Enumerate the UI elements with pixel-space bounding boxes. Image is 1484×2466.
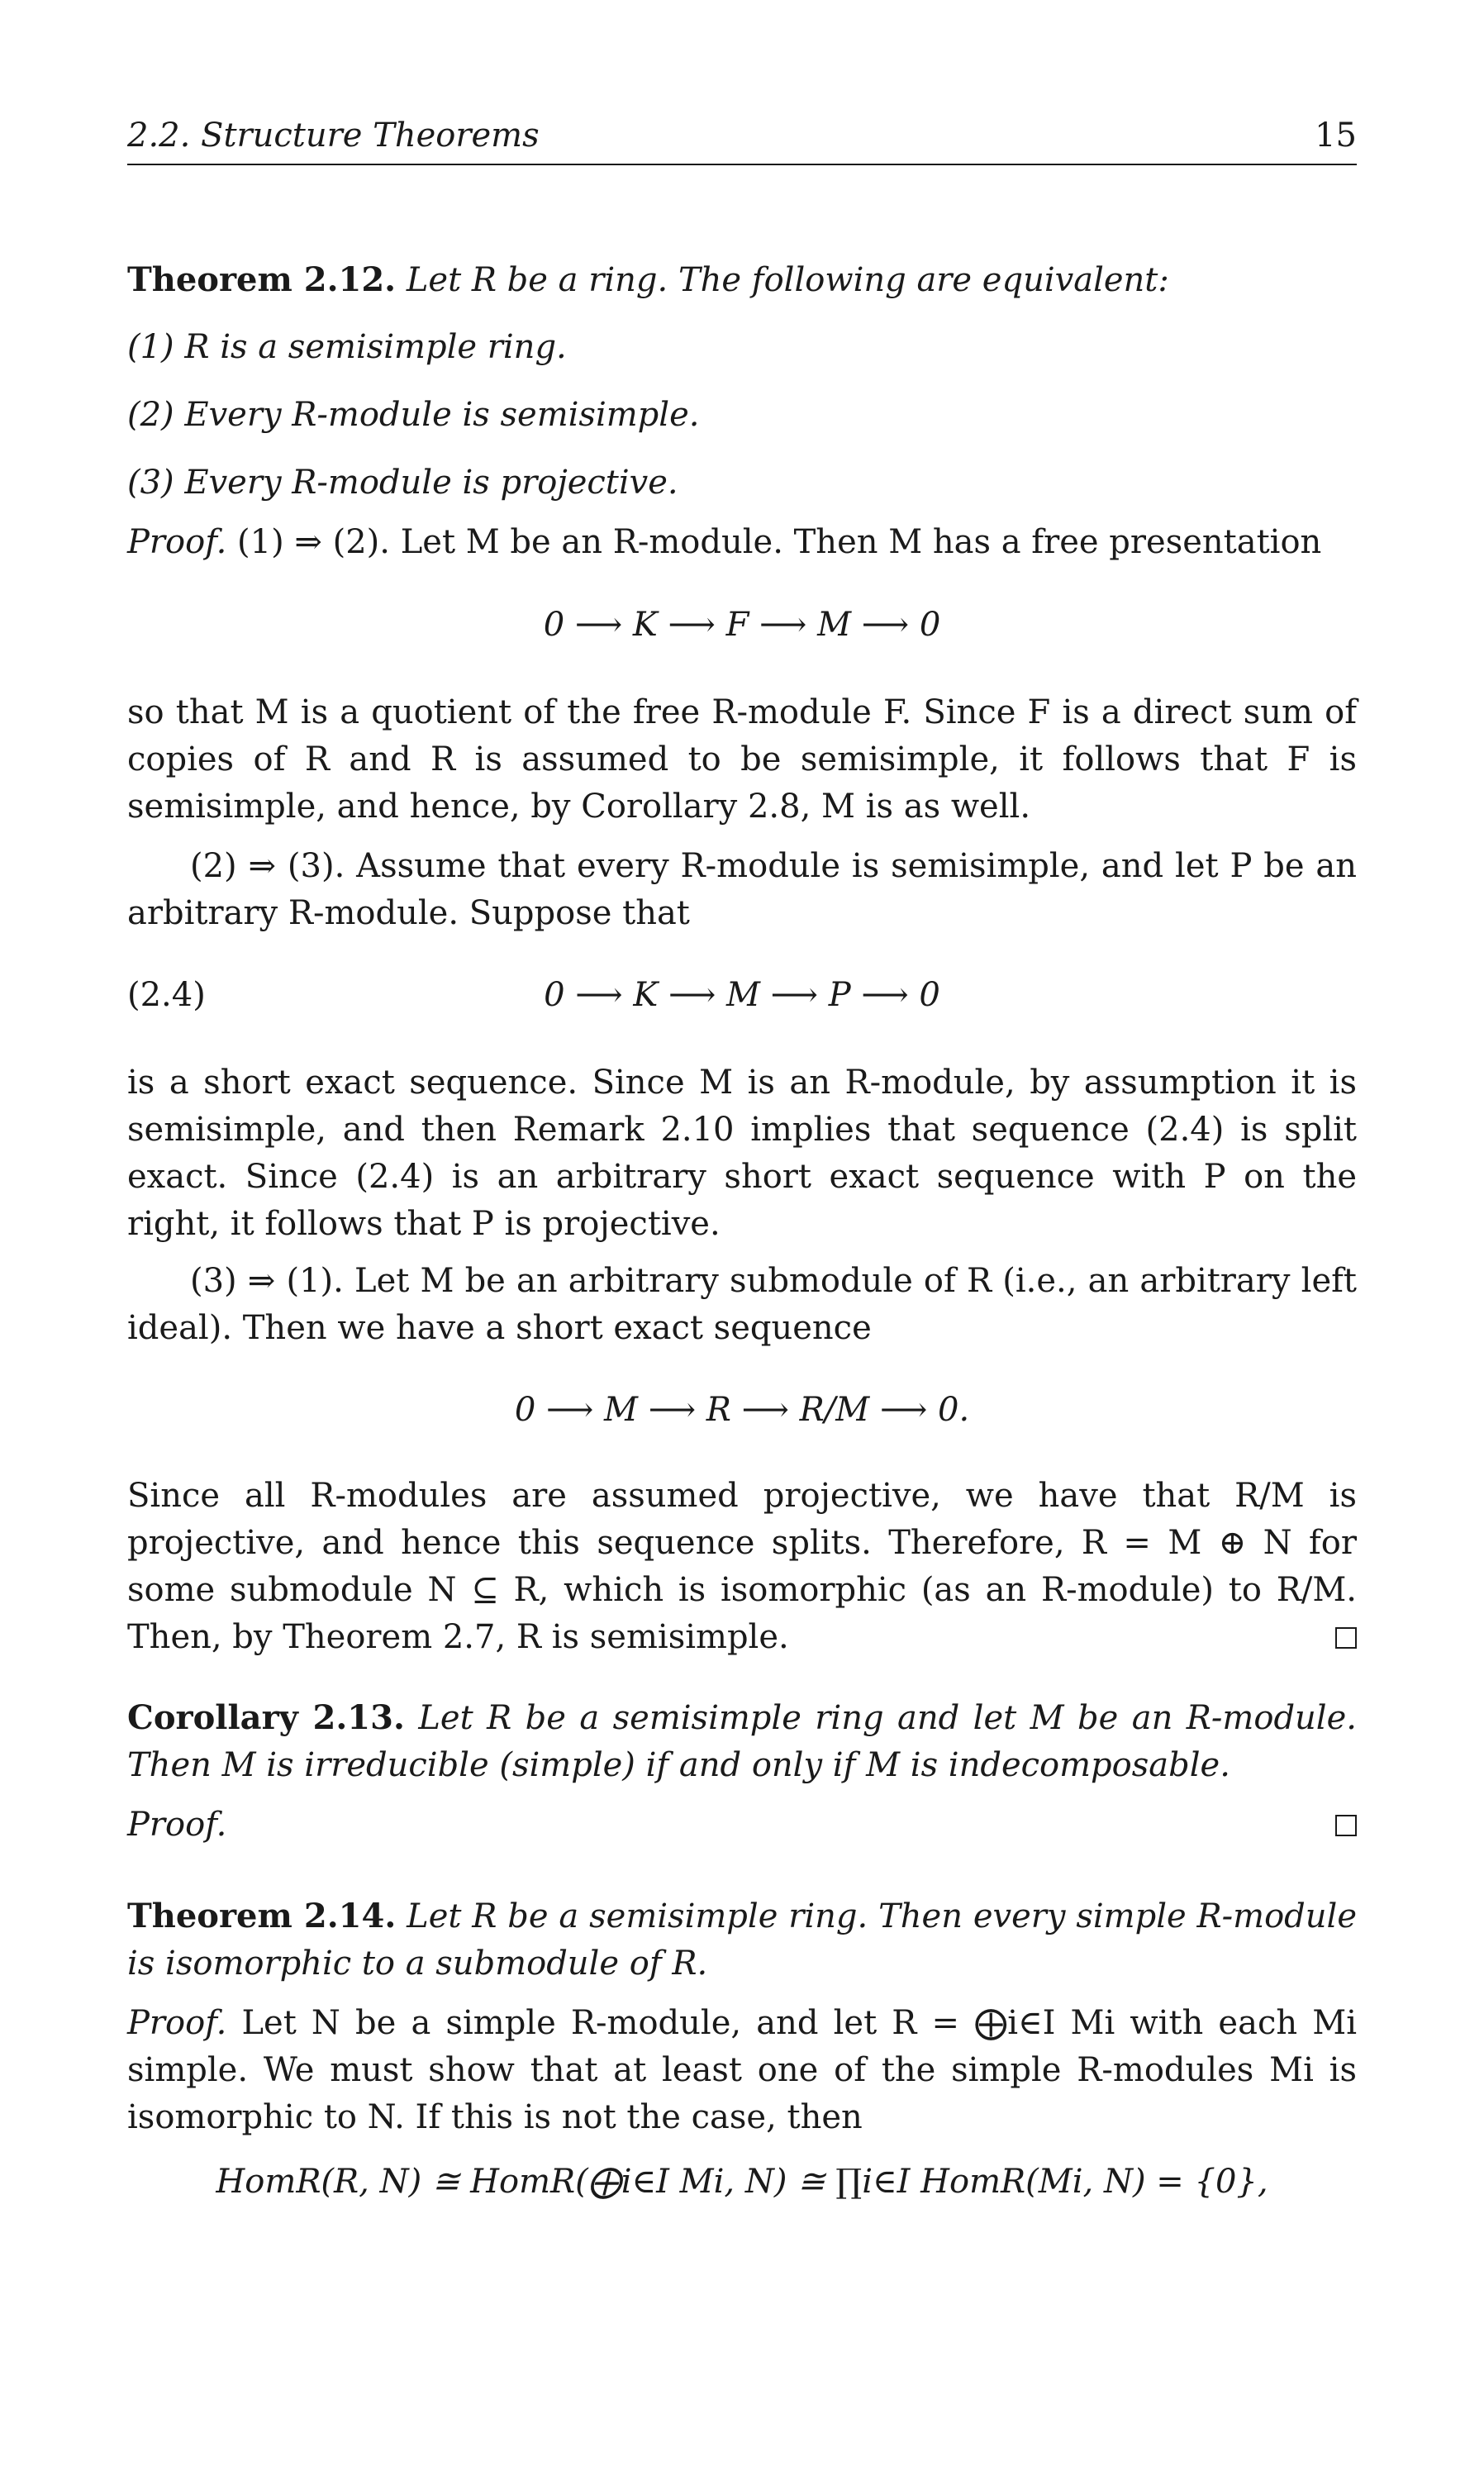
list-item: (3) Every R-module is projective. [127,464,678,502]
corollary-label: Corollary 2.13. [127,1698,405,1737]
proof-label: Proof. [127,523,227,561]
proof-text: Let N be a simple R-module, and let R = ⨁i∈I Mi with each Mi simple. We must show that at least one of the simple R-modules Mi is isomorphic to N. If this is not the case, then [127,2004,1358,2136]
list-item: (2) Every R-module is semisimple. [127,396,700,434]
numbered-equation [127,972,1357,1019]
theorem-statement: Let R be a ring. The following are equivalent: [406,261,1169,299]
theorem-2-12 [127,256,1357,304]
proof-paragraph [127,2000,1357,2141]
equation-number: (2.4) [127,976,206,1014]
theorem-label: Theorem 2.12. [127,260,397,299]
equation: 0 ⟶ K ⟶ F ⟶ M ⟶ 0 [543,606,941,644]
equation: 0 ⟶ K ⟶ M ⟶ P ⟶ 0 [544,976,940,1014]
proof-paragraph: (2) ⇒ (3). Assume that every R-module is semisimple, and let P be an arbitrary R-module. Suppose that [127,847,1357,932]
proof-paragraph [127,1802,1357,1849]
proof-paragraph: so that M is a quotient of the free R-module F. Since F is a direct sum of copies of R and R is assumed to be semisimple, it follows that F is semisimple, and hence, by Corollary 2.8, M is as well. [127,693,1357,826]
proof-text: Since all R-modules are assumed projective, we have that R/M is projective, and hence this sequence splits. Therefore, R = M ⊕ N for some submodule N ⊆ R, which is isomorphic (as an R-module) to R/M. Then, by Theorem 2.7, R is semisimple. [127,1477,1357,1656]
proof-label: Proof. [127,1806,227,1844]
proof-label: Proof. [127,2004,227,2042]
proof-paragraph [127,519,1357,566]
section-title: 2.2. Structure Theorems [127,117,540,155]
qed-square-icon [1335,1627,1357,1649]
corollary-statement: Let R be a semisimple ring and let M be an R-module. Then M is irreducible (simple) if and only if M is indecomposable. [127,1699,1357,1784]
theorem-2-14 [127,1892,1357,1988]
proof-paragraph: is a short exact sequence. Since M is an R-module, by assumption it is semisimple, and then Remark 2.10 implies that sequence (2.4) is split exact. Since (2.4) is an arbitrary short exact sequence with P on the right, it follows that P is projective. [127,1064,1357,1243]
display-equation: HomR(R, N) ≅ HomR(⨁i∈I Mi, N) ≅ ∏i∈I HomR(Mi, N) = {0}, [216,2163,1268,2201]
proof-paragraph: (3) ⇒ (1). Let M be an arbitrary submodule of R (i.e., an arbitrary left ideal). Then we have a short exact sequence [127,1262,1357,1347]
equation: 0 ⟶ M ⟶ R ⟶ R/M ⟶ 0. [514,1391,970,1429]
running-header [127,116,1357,165]
qed-square-icon [1335,1815,1357,1836]
corollary-2-13 [127,1694,1357,1789]
proof-text: (1) ⇒ (2). Let M be an R-module. Then M has a free presentation [237,523,1322,561]
theorem-statement: Let R be a semisimple ring. Then every simple R-module is isomorphic to a submodule of R. [127,1897,1357,1983]
page-number: 15 [1315,117,1357,155]
list-item: (1) R is a semisimple ring. [127,328,567,366]
theorem-label: Theorem 2.14. [127,1897,397,1935]
proof-paragraph [127,1473,1357,1661]
